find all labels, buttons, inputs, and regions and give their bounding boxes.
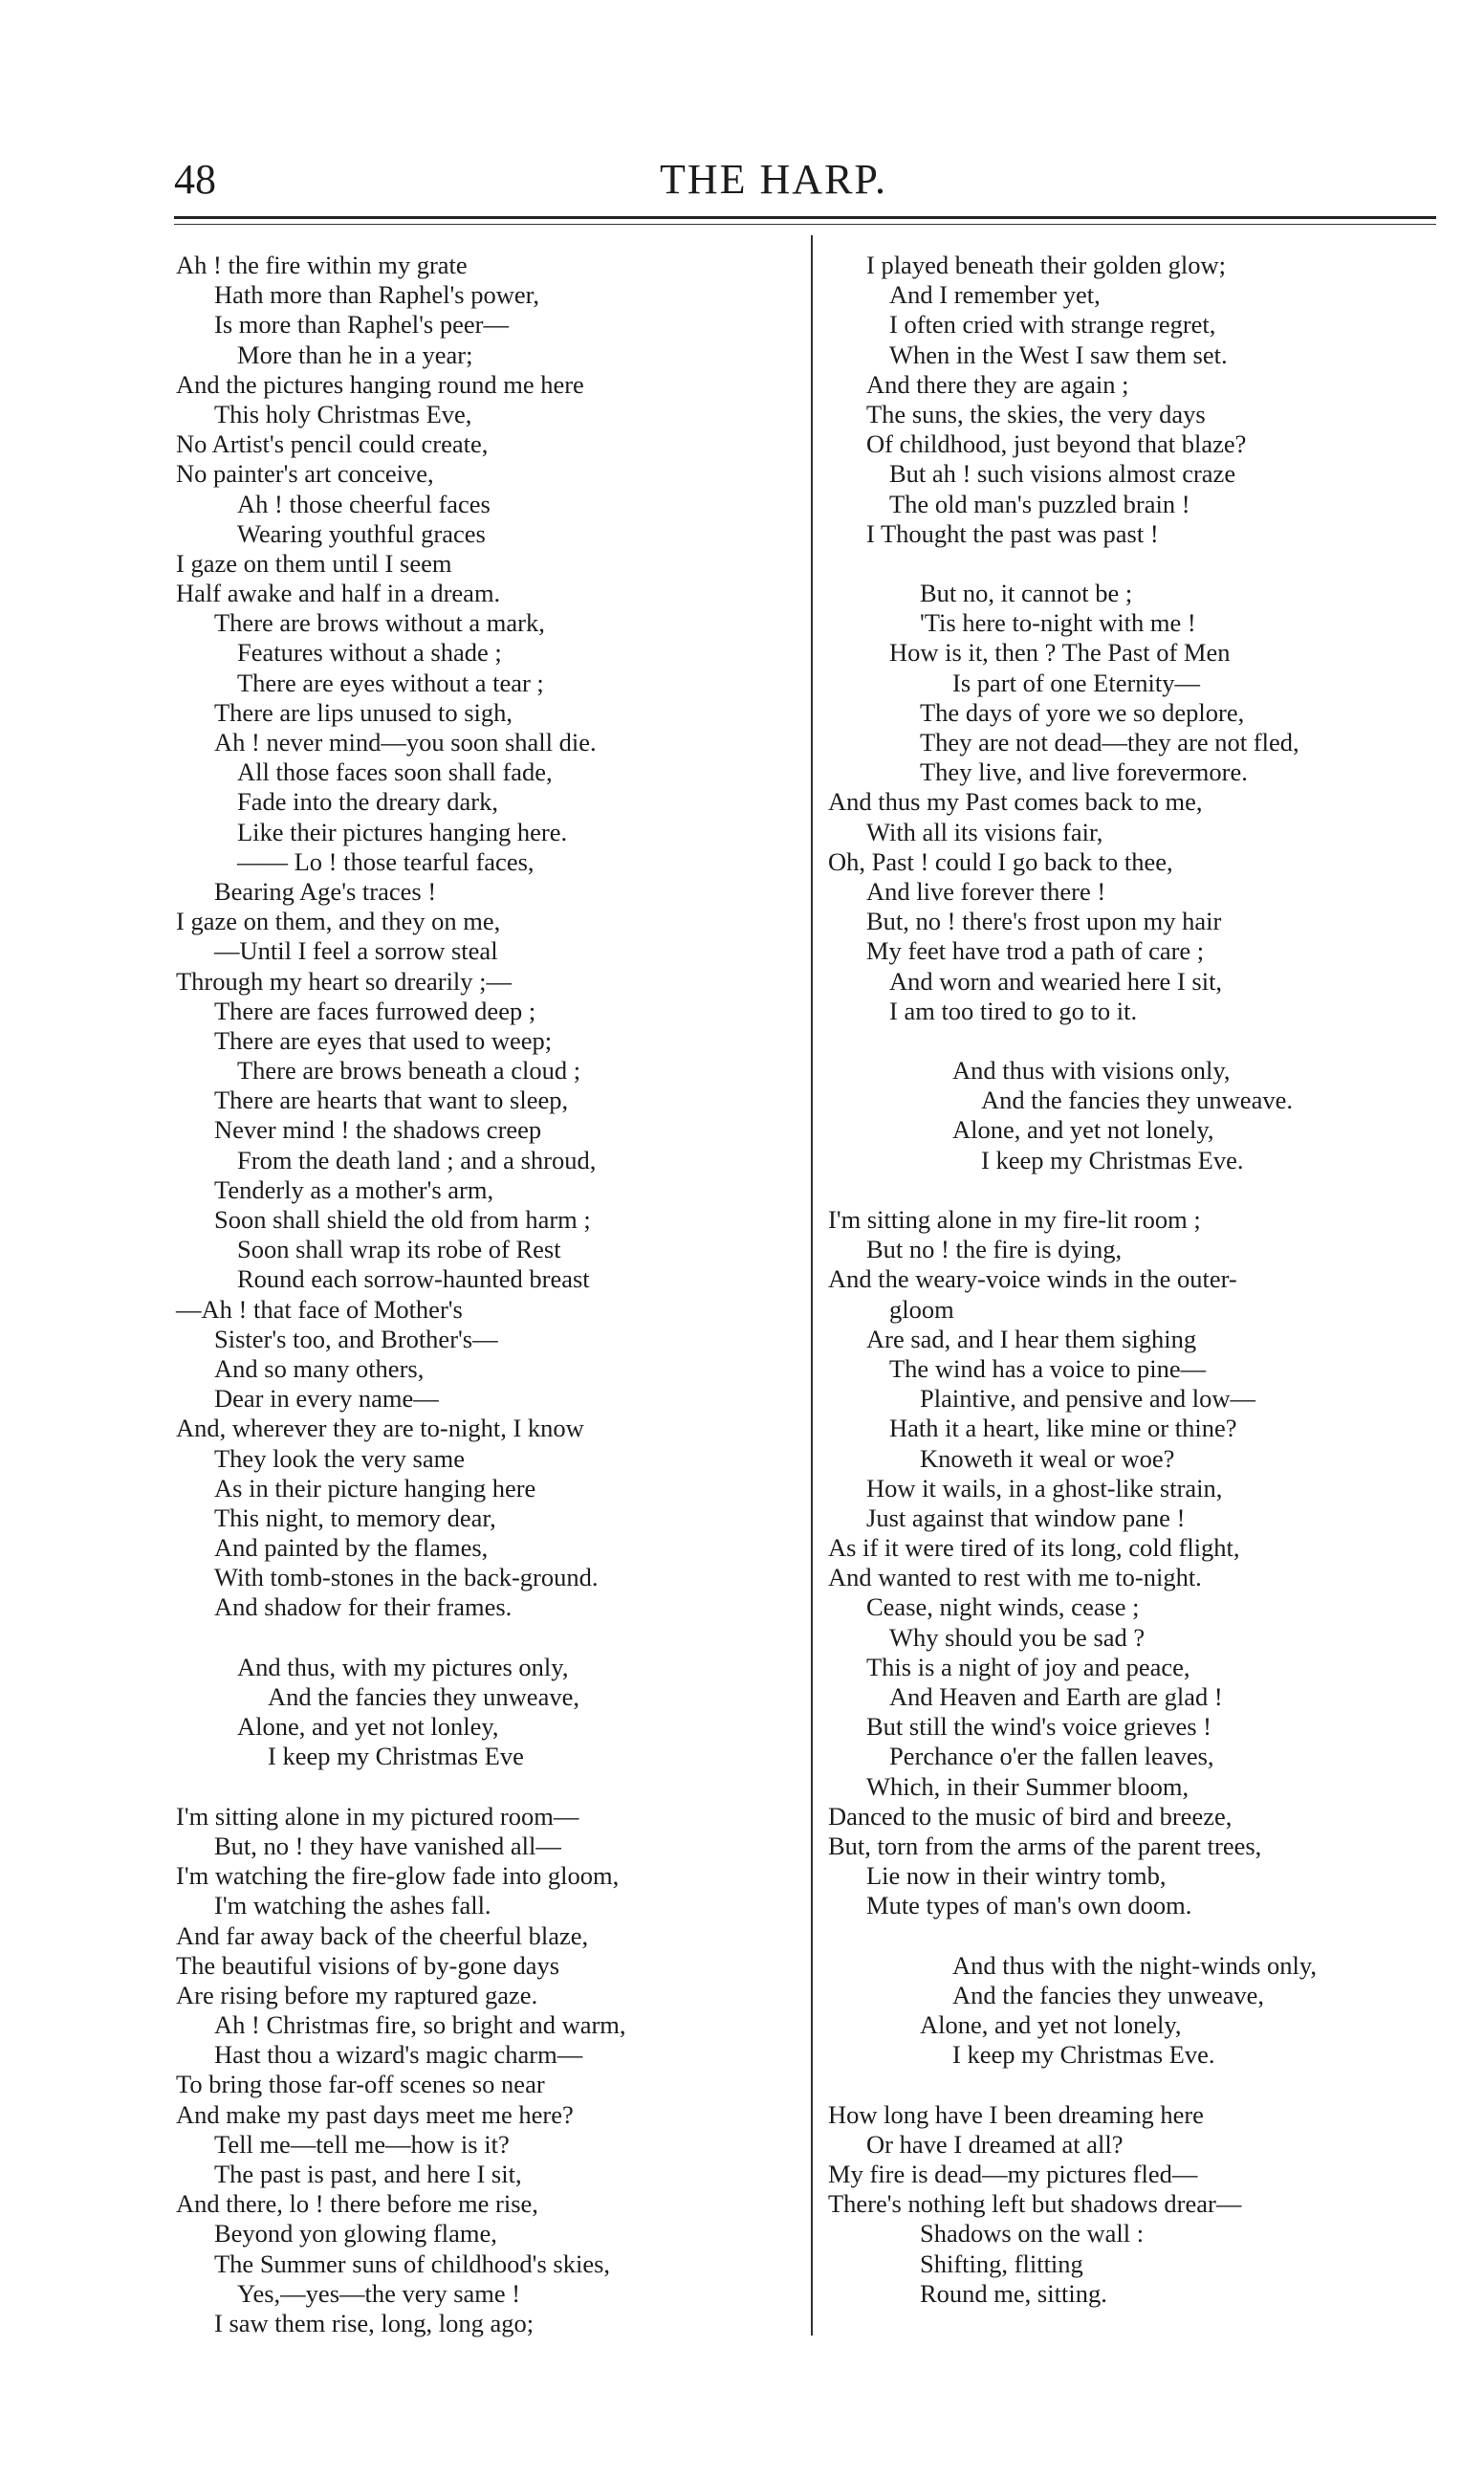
poem-line: How it wails, in a ghost-like strain, (866, 1473, 1223, 1503)
poem-line: Never mind ! the shadows creep (214, 1115, 542, 1145)
poem-line: —Until I feel a sorrow steal (214, 936, 498, 966)
poem-line: There are faces furrowed deep ; (214, 996, 536, 1025)
poem-line: There's nothing left but shadows drear— (828, 2189, 1242, 2219)
poem-line: Ah ! never mind—you soon shall die. (214, 728, 597, 757)
poem-line: The suns, the skies, the very days (866, 399, 1206, 428)
poem-line: My fire is dead—my pictures fled— (828, 2160, 1198, 2188)
poem-line: And, wherever they are to-night, I know (176, 1414, 584, 1443)
poem-line: They look the very same (214, 1443, 465, 1473)
poem-line: But still the wind's voice grieves ! (866, 1712, 1211, 1742)
poem-line: Knoweth it weal or woe? (920, 1443, 1175, 1473)
poem-line: How is it, then ? The Past of Men (889, 638, 1231, 668)
poem-line: Beyond yon glowing flame, (214, 2219, 497, 2249)
stanza-break (828, 2070, 1440, 2099)
poem-line: 'Tis here to-night with me ! (920, 608, 1196, 638)
stanza-break (828, 549, 1440, 579)
poem-line: I am too tired to go to it. (889, 996, 1138, 1025)
poem-line: Plaintive, and pensive and low— (920, 1384, 1256, 1414)
poem-line: More than he in a year; (237, 340, 473, 369)
poem-line: I keep my Christmas Eve. (981, 1145, 1244, 1174)
poem-line: I gaze on them, and they on me, (176, 907, 501, 936)
poem-line: Dear in every name— (214, 1384, 439, 1414)
poem-line: I gaze on them until I seem (176, 548, 452, 578)
poem-line: But, no ! there's frost upon my hair (866, 907, 1222, 936)
poem-line: There are eyes without a tear ; (237, 668, 544, 697)
poem-line: —Ah ! that face of Mother's (176, 1294, 463, 1324)
poem-line: From the death land ; and a shroud, (237, 1145, 597, 1174)
poem-line: Of childhood, just beyond that blaze? (866, 429, 1247, 459)
poem-line: Oh, Past ! could I go back to thee, (828, 846, 1173, 876)
poem-line: There are brows beneath a cloud ; (237, 1056, 581, 1086)
poem-line: To bring those far-off scenes so near (176, 2070, 545, 2099)
poem-line: And shadow for their frames. (214, 1592, 513, 1622)
header-rule (174, 216, 1436, 219)
poem-line: As if it were tired of its long, cold flight, (828, 1533, 1240, 1563)
poem-line: And painted by the flames, (214, 1533, 489, 1563)
poem-line: I'm watching the ashes fall. (214, 1891, 491, 1920)
poem-line: And live forever there ! (866, 876, 1106, 906)
poem-line: The days of yore we so deplore, (920, 697, 1245, 727)
poem-line: Features without a shade ; (237, 638, 502, 668)
poem-line: But, no ! they have vanished all— (214, 1831, 561, 1860)
poem-line: I saw them rise, long, long ago; (214, 2308, 535, 2337)
poem-line: The wind has a voice to pine— (889, 1353, 1207, 1383)
poem-line: Ah ! the fire within my grate (176, 251, 468, 279)
poem-left-column (176, 251, 807, 2338)
poem-line: And the fancies they unweave, (268, 1682, 579, 1711)
page-title: THE HARP. (660, 156, 888, 203)
poem-line: They are not dead—they are not fled, (920, 728, 1299, 757)
poem-line: Round me, sitting. (920, 2278, 1107, 2308)
poem-line: Why should you be sad ? (889, 1622, 1146, 1652)
poem-line: —— Lo ! those tearful faces, (237, 846, 535, 876)
poem-line: Shadows on the wall : (920, 2219, 1145, 2249)
poem-line: And wanted to rest with me to-night. (828, 1563, 1202, 1592)
poem-line: And the fancies they unweave, (952, 1980, 1264, 2009)
poem-line: Is part of one Eternity— (952, 668, 1201, 697)
poem-line: Tell me—tell me—how is it? (214, 2129, 510, 2159)
poem-line: Alone, and yet not lonley, (237, 1712, 499, 1742)
poem-line: As in their picture hanging here (214, 1473, 536, 1503)
poem-line: This night, to memory dear, (214, 1503, 496, 1532)
poem-line: But no, it cannot be ; (920, 579, 1133, 608)
stanza-break (828, 1026, 1440, 1056)
stanza-break (176, 1623, 807, 1653)
poem-line: Are sad, and I hear them sighing (866, 1324, 1197, 1353)
poem-line: This is a night of joy and peace, (866, 1652, 1190, 1681)
poem-line: And there, lo ! there before me rise, (176, 2189, 538, 2219)
poem-line: Through my heart so drearily ;— (176, 966, 513, 996)
poem-line: Sister's too, and Brother's— (214, 1324, 498, 1353)
poem-line: And thus with visions only, (952, 1056, 1231, 1086)
poem-line: The Summer suns of childhood's skies, (214, 2249, 611, 2278)
poem-line: Or have I dreamed at all? (866, 2129, 1124, 2159)
poem-line: And thus, with my pictures only, (237, 1652, 569, 1681)
poem-line: Hath it a heart, like mine or thine? (889, 1414, 1237, 1443)
poem-line: Hast thou a wizard's magic charm— (214, 2040, 583, 2070)
poem-line: Just against that window pane ! (866, 1503, 1186, 1532)
poem-line: Is more than Raphel's peer— (214, 310, 509, 340)
poem-line: Bearing Age's traces ! (214, 876, 437, 906)
poem-line: Danced to the music of bird and breeze, (828, 1801, 1233, 1831)
poem-line: gloom (889, 1294, 954, 1324)
poem-line: There are brows without a mark, (214, 608, 545, 638)
poem-line: Ah ! those cheerful faces (237, 489, 491, 518)
poem-line: I'm sitting alone in my fire-lit room ; (828, 1205, 1201, 1234)
poem-line: And the weary-voice winds in the outer- (828, 1264, 1237, 1294)
header-rule-thin (174, 224, 1436, 225)
poem-line: Mute types of man's own doom. (866, 1891, 1192, 1920)
poem-line: Alone, and yet not lonely, (952, 1115, 1214, 1145)
poem-line: With tomb-stones in the back-ground. (214, 1563, 599, 1592)
poem-line: Fade into the dreary dark, (237, 787, 498, 817)
poem-line: And there they are again ; (866, 369, 1129, 399)
poem-right-column (828, 251, 1440, 2309)
poem-line: How long have I been dreaming here (828, 2099, 1204, 2129)
poem-line: Perchance o'er the fallen leaves, (889, 1742, 1214, 1771)
stanza-break (176, 1772, 807, 1802)
poem-line: There are eyes that used to weep; (214, 1025, 553, 1055)
poem-line: There are hearts that want to sleep, (214, 1086, 569, 1115)
page-number: 48 (174, 156, 216, 203)
poem-line: The old man's puzzled brain ! (889, 489, 1190, 518)
poem-line: And thus my Past comes back to me, (828, 787, 1203, 817)
poem-line: Ah ! Christmas fire, so bright and warm, (214, 2010, 626, 2040)
poem-line: And the fancies they unweave. (981, 1086, 1293, 1115)
poem-line: When in the West I saw them set. (889, 340, 1228, 369)
poem-line: Yes,—yes—the very same ! (237, 2278, 521, 2308)
poem-line: I often cried with strange regret, (889, 310, 1216, 340)
poem-line: But, torn from the arms of the parent trees, (828, 1831, 1262, 1860)
poem-line: No Artist's pencil could create, (176, 429, 489, 459)
poem-line: I keep my Christmas Eve (268, 1742, 524, 1771)
poem-line: This holy Christmas Eve, (214, 399, 472, 428)
poem-line: But no ! the fire is dying, (866, 1235, 1123, 1264)
stanza-break (828, 1921, 1440, 1951)
poem-line: I Thought the past was past ! (866, 518, 1159, 548)
poem-line: I played beneath their golden glow; (866, 251, 1227, 279)
poem-line: Round each sorrow-haunted breast (237, 1264, 590, 1294)
poem-line: Alone, and yet not lonely, (920, 2010, 1182, 2040)
poem-line: And I remember yet, (889, 280, 1101, 310)
poem-line: And so many others, (214, 1353, 425, 1383)
poem-line: Like their pictures hanging here. (237, 817, 568, 846)
poem-line: And worn and wearied here I sit, (889, 966, 1223, 996)
poem-line: With all its visions fair, (866, 817, 1103, 846)
stanza-break (828, 1175, 1440, 1205)
poem-line: I keep my Christmas Eve. (952, 2040, 1215, 2070)
poem-line: Are rising before my raptured gaze. (176, 1980, 538, 2009)
poem-line: And Heaven and Earth are glad ! (889, 1682, 1223, 1711)
poem-line: And the pictures hanging round me here (176, 369, 584, 399)
poem-line: The beautiful visions of by-gone days (176, 1950, 560, 1980)
poem-line: And far away back of the cheerful blaze, (176, 1920, 589, 1950)
poem-line: And make my past days meet me here? (176, 2099, 574, 2129)
poem-line: Tenderly as a mother's arm, (214, 1174, 494, 1204)
poem-line: Soon shall wrap its robe of Rest (237, 1235, 561, 1264)
poem-line: I'm watching the fire-glow fade into gloom, (176, 1861, 620, 1891)
poem-line: Shifting, flitting (920, 2249, 1083, 2278)
poem-line: Cease, night winds, cease ; (866, 1592, 1140, 1622)
poem-line: Wearing youthful graces (237, 518, 486, 548)
poem-line: All those faces soon shall fade, (237, 757, 553, 787)
poem-line: But ah ! such visions almost craze (889, 459, 1236, 489)
column-divider (811, 235, 813, 2336)
poem-line: My feet have trod a path of care ; (866, 936, 1205, 966)
poem-line: They live, and live forevermore. (920, 757, 1248, 787)
poem-line: Hath more than Raphel's power, (214, 280, 540, 310)
poem-line: The past is past, and here I sit, (214, 2160, 522, 2188)
poem-line: No painter's art conceive, (176, 459, 434, 489)
poem-line: I'm sitting alone in my pictured room— (176, 1801, 579, 1831)
poem-line: Lie now in their wintry tomb, (866, 1861, 1167, 1891)
poem-line: Half awake and half in a dream. (176, 579, 501, 608)
poem-line: Which, in their Summer bloom, (866, 1771, 1189, 1801)
poem-line: Soon shall shield the old from harm ; (214, 1205, 591, 1234)
poem-line: There are lips unused to sigh, (214, 697, 513, 727)
poem-line: And thus with the night-winds only, (952, 1950, 1318, 1980)
